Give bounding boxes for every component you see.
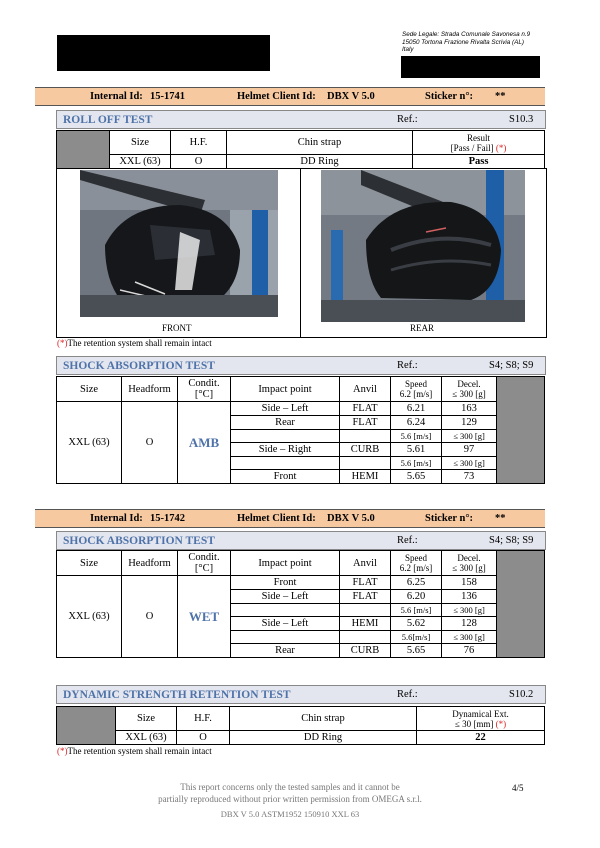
cell-decel: 97 (442, 443, 497, 457)
rear-caption: REAR (410, 323, 435, 333)
header-decel (442, 551, 497, 576)
dynamic-strength-header (56, 685, 546, 704)
redacted-logo (57, 35, 270, 71)
header-impact: Impact point (231, 377, 340, 402)
header-chin-strap: Chin strap (230, 707, 417, 731)
client-id: DBX V 5.0 (327, 513, 375, 524)
header-size: Size (110, 131, 171, 155)
cell-chin-strap: DD Ring (227, 155, 413, 169)
ref-label: Ref.: (397, 114, 418, 125)
footer-line: This report concerns only the tested samples and it cannot be (180, 782, 400, 792)
cell-sub-decel: ≤ 300 [g] (442, 457, 497, 470)
cell-impact: Rear (231, 416, 340, 430)
helmet-rear-image (321, 170, 525, 322)
cell-speed: 5.65 (391, 470, 442, 484)
sticker-value: ** (495, 91, 506, 102)
blank-cell (57, 707, 116, 745)
cell-hf: O (171, 155, 227, 169)
section-title: SHOCK ABSORPTION TEST (63, 360, 215, 372)
cell-size: XXL (63) (57, 576, 122, 658)
ext-l2: ≤ 30 [mm] (454, 718, 494, 729)
front-caption: FRONT (162, 323, 192, 333)
header-headform: Headform (122, 377, 178, 402)
sticker-label: Sticker n°: (425, 513, 474, 524)
cell-headform: O (122, 576, 178, 658)
header-impact: Impact point (231, 551, 340, 576)
header-chin-strap: Chin strap (227, 131, 413, 155)
cell-blank (340, 430, 391, 443)
cell-condition: AMB (178, 402, 231, 484)
ref-value: S4; S8; S9 (489, 360, 534, 371)
decel-l1: Decel. (457, 553, 481, 563)
cell-dynamical-ext: 22 (417, 731, 545, 745)
cell-decel: 129 (442, 416, 497, 430)
cell-decel: 136 (442, 590, 497, 604)
client-id-label: Helmet Client Id: (237, 91, 316, 102)
cell-sub-decel: ≤ 300 [g] (442, 604, 497, 617)
footer-doc-id: DBX V 5.0 ASTM1952 150910 XXL 63 (220, 809, 360, 819)
cell-blank (231, 457, 340, 470)
cell-blank (340, 631, 391, 644)
cell-anvil: FLAT (340, 590, 391, 604)
section-title: SHOCK ABSORPTION TEST (63, 535, 215, 547)
ref-value: S4; S8; S9 (489, 535, 534, 546)
cell-sub-speed: 5.6 [m/s] (391, 604, 442, 617)
sample-band (35, 87, 545, 106)
roll-off-table (56, 130, 545, 169)
cell-sub-decel: ≤ 300 [g] (442, 430, 497, 443)
cell-decel: 163 (442, 402, 497, 416)
redacted-contact (401, 56, 540, 78)
ref-label: Ref.: (397, 535, 418, 546)
header-headform: Headform (122, 551, 178, 576)
internal-id-label: Internal Id: (90, 513, 143, 524)
ref-value: S10.2 (509, 689, 534, 700)
shock-absorption-header-2 (56, 531, 546, 550)
cell-anvil: CURB (340, 644, 391, 658)
speed-l1: Speed (405, 553, 427, 563)
footer-line: partially reproduced without prior written permission from OMEGA s.r.l. (158, 794, 422, 804)
internal-id: 15-1741 (150, 91, 185, 102)
cell-speed: 6.20 (391, 590, 442, 604)
note-mark: (*) (57, 338, 68, 348)
header-result-l1: Result (466, 132, 490, 143)
cell-sub-speed: 5.6[m/s] (391, 631, 442, 644)
header-hf: H.F. (177, 707, 230, 731)
sticker-value: ** (495, 513, 506, 524)
ref-label: Ref.: (397, 689, 418, 700)
cell-blank (340, 604, 391, 617)
cond-l2: [°C] (194, 563, 214, 574)
header-decel (442, 377, 497, 402)
cell-decel: 158 (442, 576, 497, 590)
cond-l1: Condit. (188, 378, 220, 389)
header-condition (178, 377, 231, 402)
internal-id: 15-1742 (150, 513, 185, 524)
blank-cell (497, 551, 545, 658)
speed-l1: Speed (405, 379, 427, 389)
cell-speed: 5.61 (391, 443, 442, 457)
company-address (402, 31, 562, 54)
cell-chin-strap: DD Ring (230, 731, 417, 745)
cell-impact: Side – Right (231, 443, 340, 457)
cell-size: XXL (63) (110, 155, 171, 169)
decel-l2: ≤ 300 [g] (452, 389, 486, 399)
address-line: 15050 Tortona Frazione Rivalta Scrivia (AL) (402, 38, 524, 46)
cell-impact: Front (231, 576, 340, 590)
cell-impact: Rear (231, 644, 340, 658)
cell-blank (231, 631, 340, 644)
header-size: Size (116, 707, 177, 731)
cell-impact: Front (231, 470, 340, 484)
header-hf: H.F. (171, 131, 227, 155)
blank-cell (57, 131, 110, 169)
cell-blank (340, 457, 391, 470)
roll-off-note (57, 338, 212, 348)
cell-speed: 6.24 (391, 416, 442, 430)
asterisk: (*) (495, 718, 507, 729)
cell-speed: 5.62 (391, 617, 442, 631)
shock-table-2 (56, 550, 545, 658)
cond-l2: [°C] (194, 389, 214, 400)
helmet-front-image (80, 170, 278, 317)
client-id: DBX V 5.0 (327, 91, 375, 102)
cell-size: XXL (63) (57, 402, 122, 484)
rear-photo (321, 170, 525, 322)
cell-anvil: FLAT (340, 416, 391, 430)
cell-speed: 5.65 (391, 644, 442, 658)
internal-id-label: Internal Id: (90, 91, 143, 102)
header-condition (178, 551, 231, 576)
cond-l1: Condit. (188, 552, 220, 563)
cell-condition: WET (178, 576, 231, 658)
cell-hf: O (177, 731, 230, 745)
cell-decel: 76 (442, 644, 497, 658)
ref-label: Ref.: (397, 360, 418, 371)
asterisk: (*) (495, 142, 507, 153)
header-speed (391, 377, 442, 402)
header-anvil: Anvil (340, 551, 391, 576)
cell-impact: Side – Left (231, 617, 340, 631)
ext-l1: Dynamical Ext. (452, 708, 509, 719)
cell-anvil: CURB (340, 443, 391, 457)
decel-l2: ≤ 300 [g] (452, 563, 486, 573)
section-title: ROLL OFF TEST (63, 114, 153, 126)
cell-anvil: HEMI (340, 470, 391, 484)
cell-sub-speed: 5.6 [m/s] (391, 457, 442, 470)
cell-speed: 6.21 (391, 402, 442, 416)
sticker-label: Sticker n°: (425, 91, 474, 102)
footer-disclaimer (100, 781, 480, 805)
cell-blank (231, 604, 340, 617)
shock-table-1 (56, 376, 545, 484)
roll-off-section-header (56, 110, 546, 129)
dynamic-note (57, 746, 212, 756)
decel-l1: Decel. (457, 379, 481, 389)
cell-sub-speed: 5.6 [m/s] (391, 430, 442, 443)
speed-l2: 6.2 [m/s] (399, 563, 433, 573)
header-result (413, 131, 545, 155)
note-text: The retention system shall remain intact (67, 746, 212, 756)
note-mark: (*) (57, 746, 68, 756)
client-id-label: Helmet Client Id: (237, 513, 316, 524)
address-line: Sede Legale: Strada Comunale Savonesa n.9 (402, 31, 531, 38)
cell-speed: 6.25 (391, 576, 442, 590)
shock-absorption-header-1 (56, 356, 546, 375)
photo-divider (300, 168, 301, 337)
cell-blank (231, 430, 340, 443)
header-result-l2: [Pass / Fail] (450, 142, 494, 153)
cell-anvil: FLAT (340, 402, 391, 416)
header-dynamical-ext (417, 707, 545, 731)
cell-result: Pass (413, 155, 545, 169)
cell-sub-decel: ≤ 300 [g] (442, 631, 497, 644)
cell-anvil: FLAT (340, 576, 391, 590)
front-photo (80, 170, 278, 317)
cell-decel: 73 (442, 470, 497, 484)
header-size: Size (57, 377, 122, 402)
dynamic-strength-table (56, 706, 545, 745)
page-number: 4/5 (512, 783, 524, 793)
address-line: Italy (402, 46, 414, 54)
header-anvil: Anvil (340, 377, 391, 402)
header-size: Size (57, 551, 122, 576)
cell-decel: 128 (442, 617, 497, 631)
header-speed (391, 551, 442, 576)
ref-value: S10.3 (509, 114, 534, 125)
blank-cell (497, 377, 545, 484)
speed-l2: 6.2 [m/s] (399, 389, 433, 399)
cell-headform: O (122, 402, 178, 484)
sample-band (35, 509, 545, 528)
section-title: DYNAMIC STRENGTH RETENTION TEST (63, 689, 291, 701)
cell-size: XXL (63) (116, 731, 177, 745)
note-text: The retention system shall remain intact (67, 338, 212, 348)
cell-anvil: HEMI (340, 617, 391, 631)
cell-impact: Side – Left (231, 590, 340, 604)
cell-impact: Side – Left (231, 402, 340, 416)
